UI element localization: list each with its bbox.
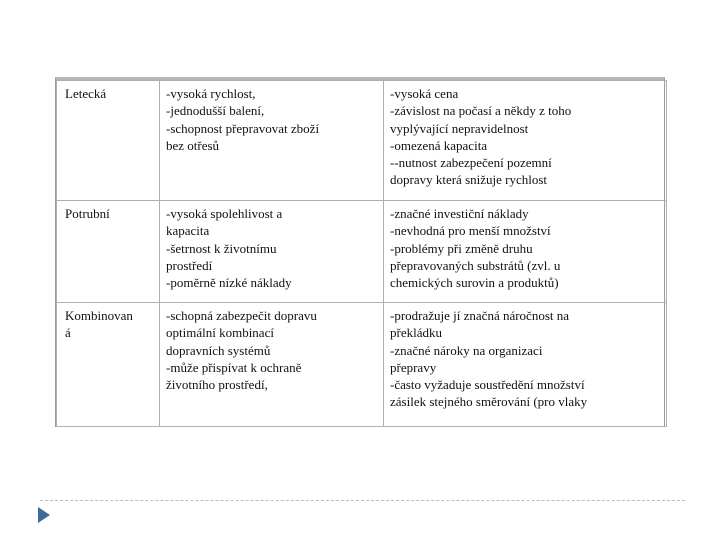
disadvantages-cell: -značné investiční náklady -nevhodná pro menší množství -problémy při změně druhu přepravovaných substrátů (zvl. u chemických surovin a produktů): [384, 201, 667, 303]
disadvantages-cell: -prodražuje jí značná náročnost na překládku -značné nároky na organizaci přepravy -často vyžaduje soustředění množství zásilek stejného směrování (pro vlaky: [384, 303, 667, 427]
advantages-cell: -vysoká rychlost, -jednodušší balení, -schopnost přepravovat zboží bez otřesů: [160, 81, 384, 201]
table-row: [57, 303, 667, 427]
transport-comparison-table: [55, 77, 665, 427]
slide-divider: [40, 500, 685, 501]
table: [56, 80, 667, 427]
advantages-cell: -schopná zabezpečit dopravu optimální kombinací dopravních systémů -může přispívat k ochraně životního prostředí,: [160, 303, 384, 427]
table-row: [57, 81, 667, 201]
disadvantages-cell: -vysoká cena -závislost na počasí a někdy z toho vyplývající nepravidelnost -omezená kapacita --nutnost zabezpečení pozemní dopravy která snižuje rychlost: [384, 81, 667, 201]
advantages-cell: -vysoká spolehlivost a kapacita -šetrnost k životnímu prostředí -poměrně nízké náklady: [160, 201, 384, 303]
mode-cell: Potrubní: [57, 201, 160, 303]
mode-cell: Kombinovan á: [57, 303, 160, 427]
table-row: [57, 201, 667, 303]
triangle-bullet-icon: [38, 507, 50, 523]
mode-cell: Letecká: [57, 81, 160, 201]
